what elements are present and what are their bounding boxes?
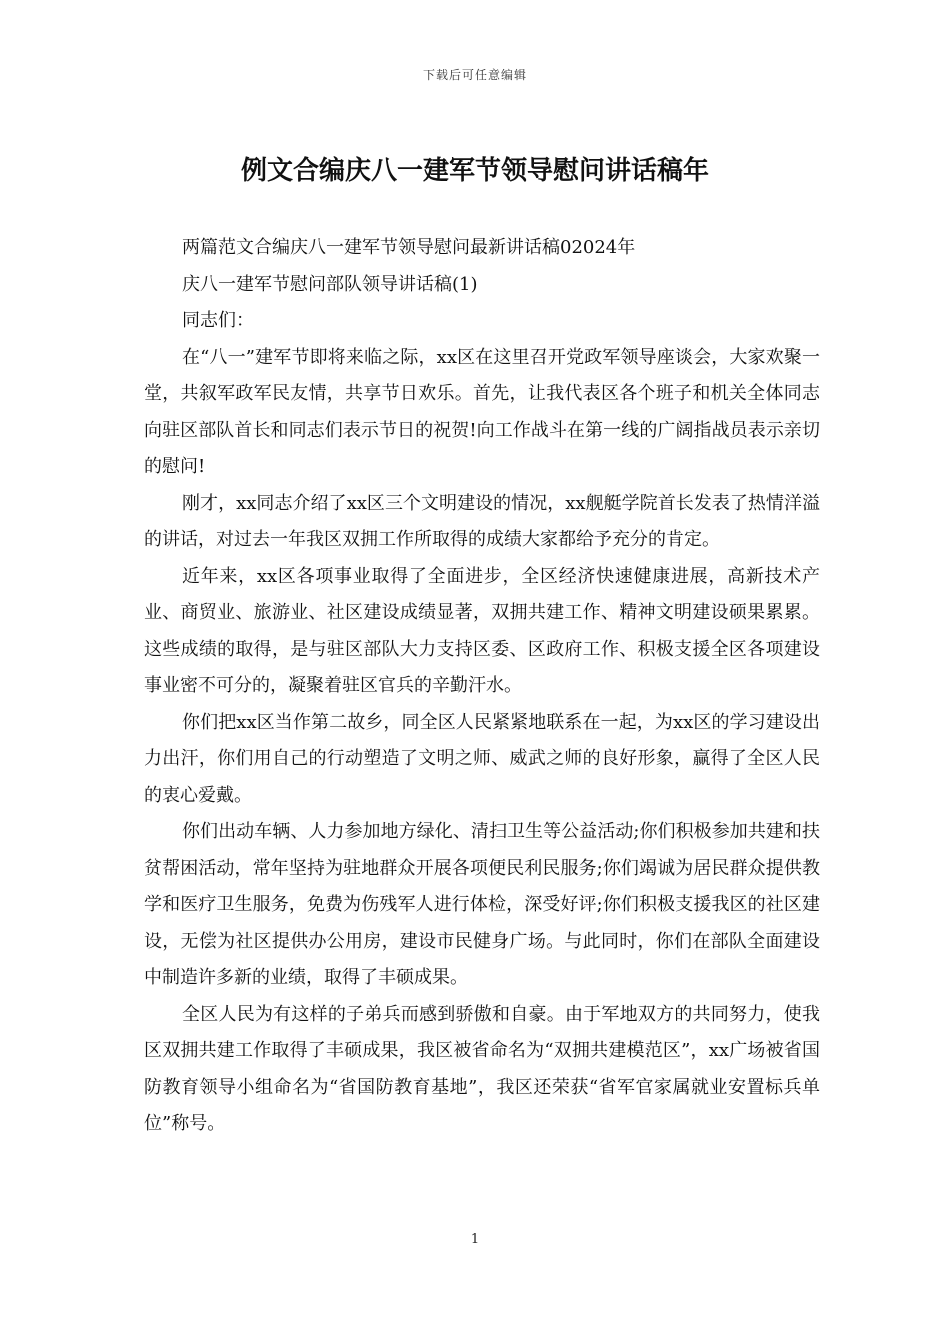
paragraph: 刚才，xx同志介绍了xx区三个文明建设的情况，xx舰艇学院首长发表了热情洋溢的讲话，对过去一年我区双拥工作所取得的成绩大家都给予充分的肯定。 (144, 492, 820, 550)
document-title: 例文合编庆八一建军节领导慰问讲话稿年 (240, 156, 709, 186)
paragraph: 你们出动车辆、人力参加地方绿化、清扫卫生等公益活动;你们积极参加共建和扶贫帮困活动，常年坚持为驻地群众开展各项便民利民服务;你们竭诚为居民群众提供教学和医疗卫生服务，免费为伤残军人进行体检，深受好评;你们积极支援我区的社区建设，无偿为社区提供办公用房，建设市民健身广场。与此同时，你们在部队全面建设中制造许多新的业绩，取得了丰硕成果。 (144, 821, 820, 988)
paragraph: 近年来，xx区各项事业取得了全面进步，全区经济快速健康进展，高新技术产业、商贸业、旅游业、社区建设成绩显著，双拥共建工作、精神文明建设硕果累累。这些成绩的取得，是与驻区部队大力支持区委、区政府工作、积极支援全区各项建设事业密不可分的，凝聚着驻区官兵的辛勤汗水。 (144, 565, 820, 696)
paragraph-subtitle: 庆八一建军节慰问部队领导讲话稿(1) (182, 273, 478, 295)
paragraph-intro: 两篇范文合编庆八一建军节领导慰问最新讲话稿02024年 (182, 237, 636, 258)
paragraph: 全区人民为有这样的子弟兵而感到骄傲和自豪。由于军地双方的共同努力，使我区双拥共建工作取得了丰硕成果，我区被省命名为“双拥共建模范区”，xx广场被省国防教育领导小组命名为“省国防教育基地”，我区还荣获“省军官家属就业安置标兵单位”称号。 (144, 1003, 820, 1134)
paragraph: 在“八一”建军节即将来临之际，xx区在这里召开党政军领导座谈会，大家欢聚一堂，共叙军政军民友情，共享节日欢乐。首先，让我代表区各个班子和机关全体同志向驻区部队首长和同志们表示节日的祝贺!向工作战斗在第一线的广阔指战员表示亲切的慰问! (144, 346, 820, 477)
paragraph: 你们把xx区当作第二故乡，同全区人民紧紧地联系在一起，为xx区的学习建设出力出汗，你们用自己的行动塑造了文明之师、威武之师的良好形象，赢得了全区人民的衷心爱戴。 (144, 711, 820, 806)
paragraph-salutation: 同志们： (182, 310, 254, 331)
page-number: 1 (470, 1232, 480, 1247)
document-body (144, 230, 820, 1143)
header-note: 下载后可任意编辑 (422, 68, 527, 82)
